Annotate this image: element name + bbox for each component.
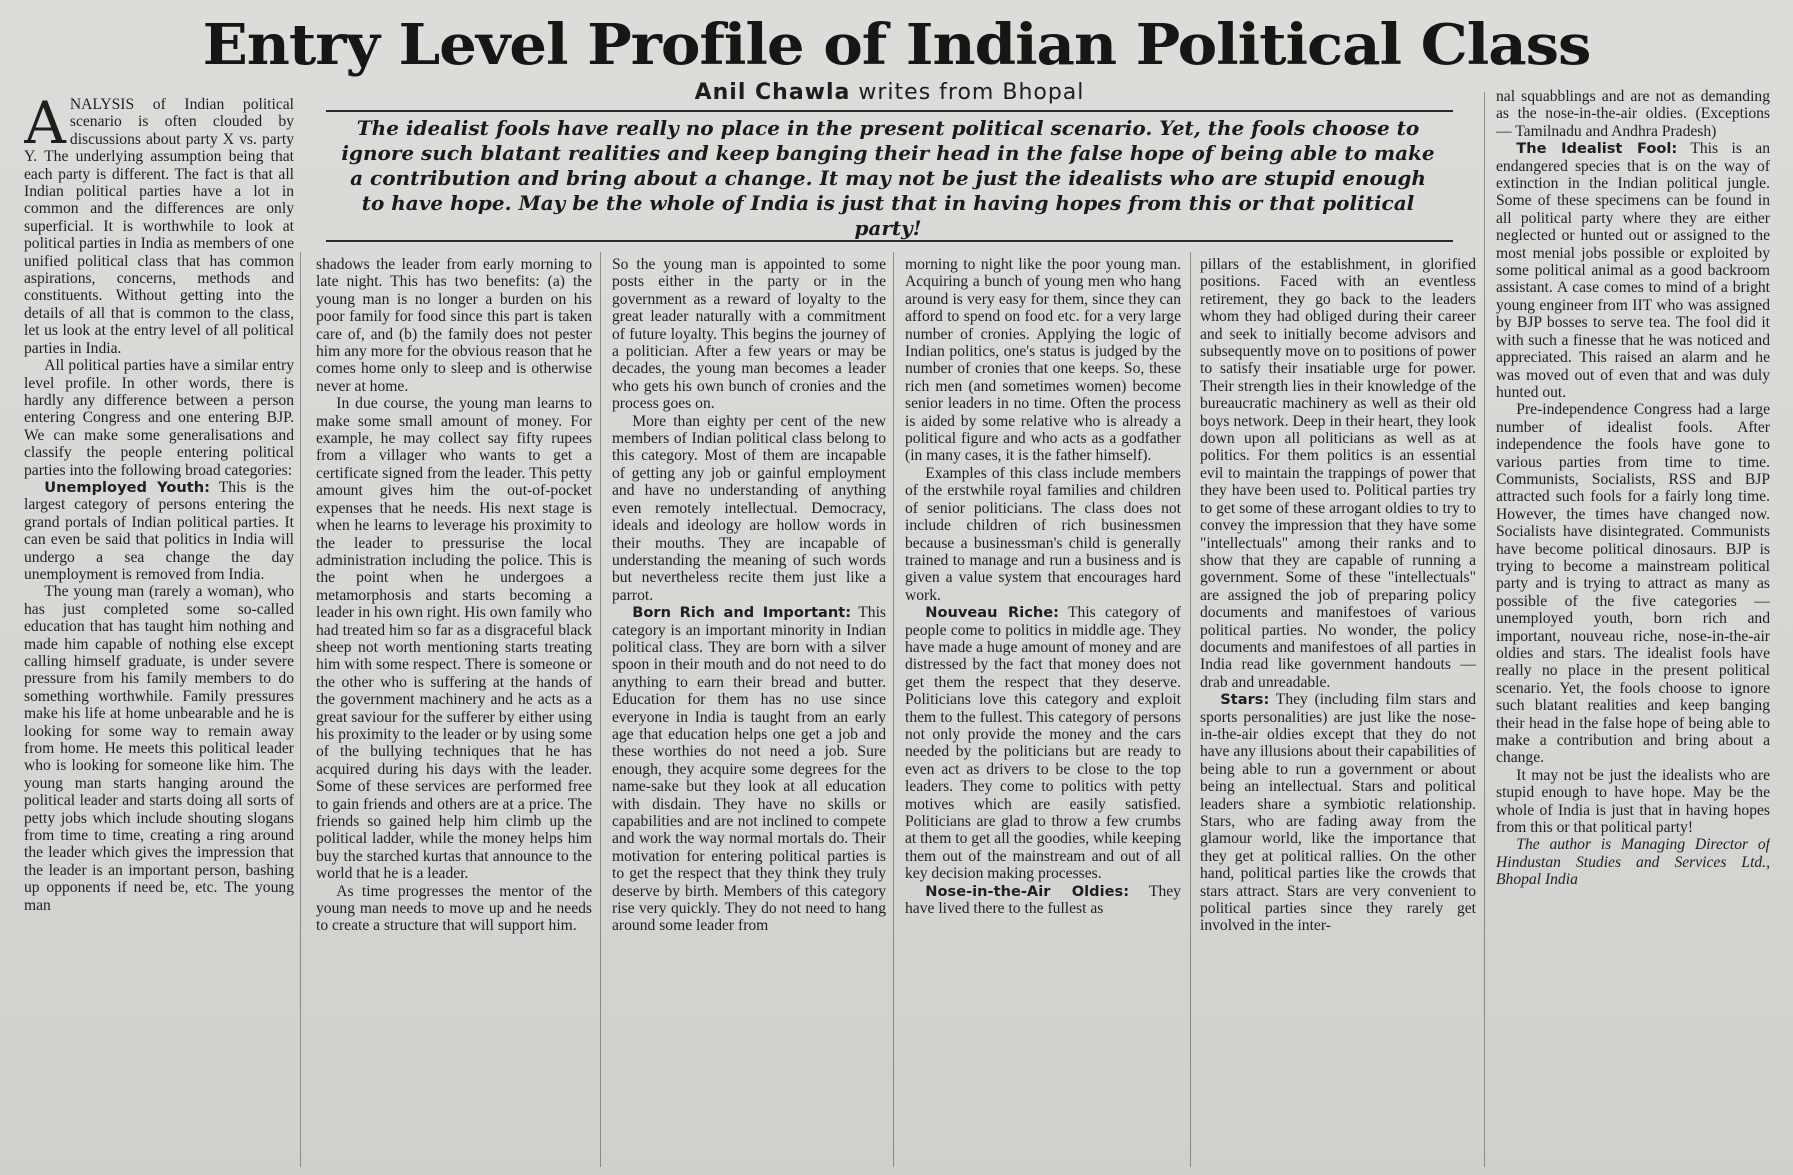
section-unemployed-youth: Unemployed Youth: This is the largest category of persons entering the grand portals of Indian political parties. It can even be said that politics in India will undergo a sea change the day unemployment is removed from India. (24, 478, 294, 583)
article-column-2 (316, 256, 592, 1166)
section-nouveau-riche: Nouveau Riche: This category of people come to politics in middle age. They have made a huge amount of money and are distressed by the fact that money does not get them the respect that they deserve. Politicians love this category and exploit them to the fullest. This category of persons not only provide the money and the cars needed by the politicians but are ready to even act as drivers to be close to the top leaders. They come to politics with petty motives which are easily satisfied. Politicians are glad to throw a few crumbs at them to get all the goodies, while keeping them out of the mainstream and out of all key decision making processes. (905, 604, 1181, 883)
intro-paragraph: ANALYSIS of Indian political scenario is often clouded by discussions about party X vs. party Y. The underlying assumption being that each party is different. The fact is that all Indian political parties have a lot in common and the differences are only superficial. It is worthwhile to look at political parties in India as members of one unified political class that has common aspirations, concerns, methods and constituents. Without getting into the details of all that is common to the class, let us look at the entry level of all political parties in India. (24, 96, 294, 357)
subhead: Unemployed Youth: (44, 478, 210, 496)
subhead: Nose-in-the-Air Oldies: (925, 882, 1130, 900)
paragraph: nal squabblings and are not as demanding as the nose-in-the-air oldies. (Exceptions — Tamilnadu and Andhra Pradesh) (1496, 88, 1770, 140)
paragraph: More than eighty per cent of the new members of Indian political class belong to this category. Most of them are incapable of getting any job or gainful employment and have no understanding of anything even remotely intellectual. Democracy, ideals and ideology are hollow words in their mouths. They are incapable of understanding the meaning of such words but nevertheless recite them just like a parrot. (612, 412, 886, 604)
section-stars: Stars: They (including film stars and sports personalities) are just like the nose-in-the-air oldies except that they do not have any illusions about their capabilities of being able to run a government or about being an intellectual. Stars and political leaders share a symbiotic relationship. Stars, who are fading away from the glamour world, like the importance that they get at political rallies. On the other hand, political parties like the crowds that stars attract. Stars are very convenient to political parties since they rarely get involved in the inter- (1200, 691, 1476, 935)
subhead: Born Rich and Important: (632, 604, 852, 622)
article-column-3 (612, 256, 886, 1166)
paragraph: pillars of the establishment, in glorified positions. Faced with an eventless retirement, they go back to the leaders whom they had obliged during their career and seek to initially become advisors and subsequently move on to positions of power to satisfy their insatiable urge for power. Their strength lies in their knowledge of the bureaucratic machinery as well as their old boys network. Deep in their heart, they look down upon all politicians as well as at politics. For them politics is an essential evil to maintain the trappings of power that they have been used to. Political parties try to get some of these arrogant oldies to try to convey the impression that they have some "intellectuals" among their ranks and to show that they are capable of running a government. Some of these "intellectuals" are assigned the job of preparing policy documents and manifestoes of various political parties. No wonder, the policy documents and manifestoes of all parties in India read like government handouts — drab and unreadable. (1200, 256, 1476, 691)
headline: Entry Level Profile of Indian Political Class (202, 12, 1591, 78)
subhead: Stars: (1220, 691, 1270, 709)
deck-top-rule (326, 110, 1453, 112)
article-column-5 (1200, 256, 1476, 1166)
section-idealist-fool: The Idealist Fool: This is an endangered species that is on the way of extinction in the Indian political jungle. Some of these specimens can be found in all political party where they are either neglected or hunted out or assigned to the most menial jobs possible or exploited by some political animal as a good backroom assistant. A case comes to mind of a bright young engineer from IIT who was assigned by BJP bosses to serve tea. The fool did it with such a finesse that he was noticed and appreciated. This raised an alarm and he was moved out of even that and was duly hunted out. (1496, 140, 1770, 401)
paragraph: morning to night like the poor young man. Acquiring a bunch of young men who hang around is very easy for them, since they can afford to spend on food etc. for a very large number of cronies. Applying the logic of Indian politics, one's status is judged by the number of cronies that one keeps. So, these rich men (and sometimes women) become senior leaders in no time. Often the process is aided by some relative who is already a political figure and who acts as a godfather (in many cases, it is the father himself). (905, 256, 1181, 465)
byline (326, 80, 1453, 105)
deck-summary: The idealist fools have really no place in the present political scenario. Yet, the fools choose to ignore such blatant realities and keep banging their head in the false hope of being able to make a contribution and bring about a change. It may not be just the idealists who are stupid enough to have hope. May be the whole of India is just that in having hopes from this or that political party! (341, 116, 1435, 240)
drop-cap: A (24, 96, 66, 157)
section-nose-in-the-air: Nose-in-the-Air Oldies: They have lived there to the fullest as (905, 882, 1181, 918)
paragraph: Pre-independence Congress had a large number of idealist fools. After independence the fools have gone to various parties from time to time. Communists, Socialists, RSS and BJP attracted such fools for a fairly long time. However, the times have changed now. Socialists have disintegrated. Communists have become political dinosaurs. BJP is trying to become a mainstream political party and is trying to attract as many as possible of the five categories — unemployed youth, born rich and important, nouveau riche, nose-in-the-air oldies and stars. The idealist fools have really no place in the present political scenario. Yet, the fools choose to ignore such blatant realities and keep banging their head in the false hope of being able to make a contribution and bring about a change. (1496, 401, 1770, 767)
byline-location: writes from Bhopal (858, 80, 1085, 105)
column-divider (1190, 252, 1191, 1167)
paragraph: So the young man is appointed to some posts either in the party or in the government as a reward of loyalty to the great leader naturally with a commitment of future loyalty. This begins the journey of a politician. After a few years or may be decades, the young man becomes a leader who gets his own bunch of cronies and the process goes on. (612, 256, 886, 413)
paragraph: All political parties have a similar entry level profile. In other words, there is hardly any difference between a person entering Congress and one entering BJP. We can make some generalisations and classify the people entering political parties into the following broad categories: (24, 357, 294, 479)
article-column-1 (24, 96, 294, 1166)
article-column-4 (905, 256, 1181, 1166)
byline-author: Anil Chawla (694, 80, 851, 105)
paragraph: The young man (rarely a woman), who has just completed some so-called education that has taught him nothing and made him capable of nothing else except calling himself graduate, is under severe pressure from his family members to do something worthwhile. Family pressures make his life at home unbearable and he is looking for some way to remain away from home. He meets this political leader who is looking for someone like him. The young man starts hanging around the political leader and starts doing all sorts of petty jobs which include shouting slogans from time to time, creating a ring around the leader which gives the impression that the leader is an important person, bashing up opponents if need be, etc. The young man (24, 583, 294, 914)
author-credit: The author is Managing Director of Hindustan Studies and Services Ltd., Bhopal India (1496, 836, 1770, 889)
deck-bottom-rule (326, 240, 1453, 242)
paragraph: shadows the leader from early morning to late night. This has two benefits: (a) the young man is no longer a burden on his poor family for food since this part is taken care of, and (b) the family does not pester him any more for the obvious reason that he comes home only to sleep and is otherwise never at home. (316, 256, 592, 395)
column-divider (1484, 92, 1485, 1167)
section-born-rich: Born Rich and Important: This category is an important minority in Indian political class. They are born with a silver spoon in their mouth and do not need to do anything to earn their bread and butter. Education for them has no use since everyone in India is taught from an early age that education helps one get a job and these worthies do not need a job. Sure enough, they acquire some degrees for the name-sake but they look at all education with disdain. They have no skills or capabilities and are not inclined to compete and work the way normal mortals do. Their motivation for entering political parties is to get the respect that they think they truly deserve by birth. Members of this category rise very quickly. They do not need to hang around some leader from (612, 604, 886, 935)
column-divider (893, 252, 894, 1167)
paragraph: As time progresses the mentor of the young man needs to move up and he needs to create a structure that will support him. (316, 882, 592, 935)
subhead: Nouveau Riche: (925, 604, 1060, 622)
subhead: The Idealist Fool: (1516, 140, 1678, 158)
column-divider (600, 252, 601, 1167)
paragraph: Examples of this class include members of the erstwhile royal families and children of senior politicians. The class does not include children of rich businessmen because a businessman's child is generally trained to manage and run a business and is given a value system that encourages hard work. (905, 464, 1181, 604)
paragraph: In due course, the young man learns to make some small amount of money. For example, he may collect say fifty rupees from a villager who wants to get a certificate signed from the leader. This petty amount gives him the out-of-pocket expenses that he needs. His next stage is when he learns to leverage his proximity to the leader to pressurise the local administration including the police. This is the point when he undergoes a metamorphosis and starts becoming a leader in his own right. His own family who had treated him so far as a disgraceful black sheep not worth mentioning starts treating him with some respect. There is someone or the other who is suffering at the hands of the government machinery and he acts as a great saviour for the sufferer by either using his proximity to the leader or by using some of the bullying techniques that he has acquired during his days with the leader. Some of these services are performed free to gain friends and others are at a price. The friends so gained help him climb up the political ladder, while the money helps him buy the starched kurtas that announce to the world that he is a leader. (316, 395, 592, 883)
paragraph: It may not be just the idealists who are stupid enough to have hope. May be the whole of India is just that in having hopes from this or that political party! (1496, 766, 1770, 837)
article-column-6 (1496, 88, 1770, 1166)
column-divider (300, 252, 301, 1167)
